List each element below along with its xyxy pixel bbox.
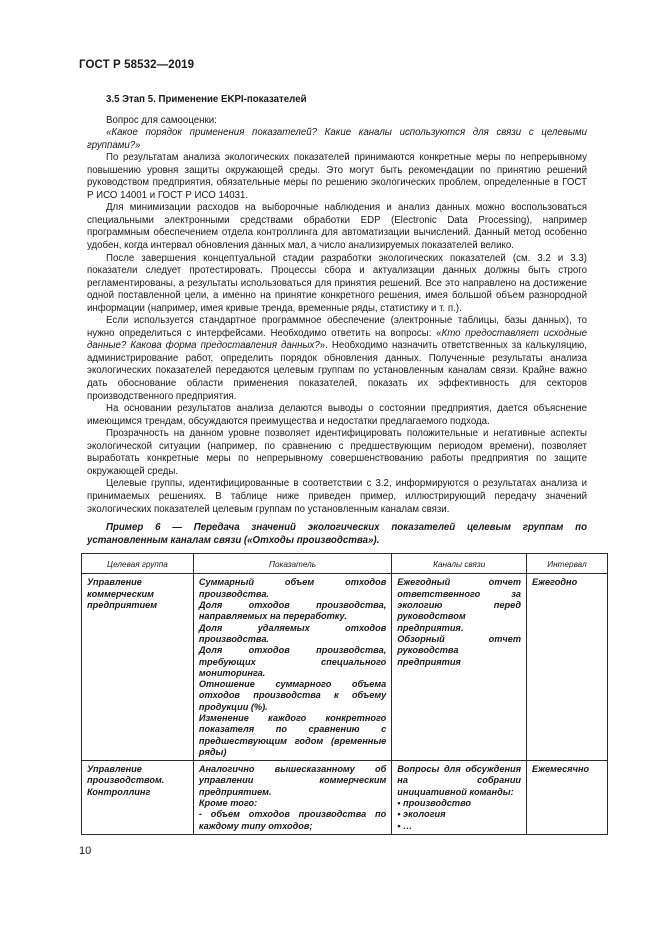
indicator-line: Изменение каждого конкретного показателя по сравнению с предшествующим годом (временные ряды) [198,713,387,757]
indicator-line: Аналогично вышесказанному об управлении коммерческим предприятием. [198,764,387,797]
channel-line: Обзорный отчет руководства предприятия [397,633,522,667]
cell-indicators [193,761,391,835]
column-header-indicator: Показатель [193,554,391,574]
cell-indicators [193,574,391,761]
self-check-question: «Какое порядок применения показателей? Какие каналы используются для связи с целевыми группами?» [87,127,587,151]
indicator-line: Суммарный объем отходов производства. [198,577,387,599]
channel-line: • экология [397,809,446,820]
paragraph: По результатам анализа экологических показателей принимаются конкретные меры по непрерывному повышению уровня защиты окружающей среды. Это могут быть рекомендации по принятию решений руководством предприятия, обязательные меры по решению экологических проблем, определенные в ГОСТ Р ИСО 14001 и ГОСТ Р ИСО 14031. [87,152,587,201]
indicator-line: Доля удаляемых отходов производства. [198,622,387,644]
column-header-target-group: Целевая группа [82,554,194,574]
column-header-interval: Интервал [527,554,608,574]
communication-table [81,553,608,835]
cell-channels [392,574,527,761]
cell-interval: Ежегодно [527,574,608,761]
channel-line: Ежегодный отчет ответственного за экологию перед руководством предприятия. [397,577,522,633]
example-caption: Пример 6 — Передача значений экологических показателей целевым группам по установленным каналам связи («Отходы производства»). [87,522,587,546]
indicator-line: Доля отходов производства, требующих специального мониторинга. [198,645,387,678]
column-header-channels: Каналы связи [392,554,527,574]
indicator-line: - объем отходов производства по каждому типу отходов; [198,809,387,831]
text-run: ». Необходимо назначить ответственных за калькуляцию, администрирование работ, определить порядок обновления данных. Полученные результаты анализа экологических показателей передаются целевым группам по установленным каналам связи. Крайне важно дать обоснование области применения показателей, показать их эффективность для секторов производственного предприятия. [87,340,587,402]
indicator-line: Доля отходов производства, направляемых на переработку. [198,600,387,622]
paragraph: После завершения концептуальной стадии разработки экологических показателей (см. 3.2 и 3.3) показатели следует протестировать. Процессы сбора и актуализации данных должны быть строго регламентированы, а результаты использоваться для принятия решений. Все это направлено на достижение одной поставленной цели, а именно на принятие конкретного решения, имея большой объем разнородной информации (например, имея кривые тренда, временные ряды, статистику и т. п.). [87,252,587,314]
cell-group: Управление производством. Контроллинг [82,761,194,835]
text-run: Если используется стандартное программное обеспечение (электронные таблицы, базы данных), то нужно определиться с интерфейсами. Необходимо ответить на вопросы: « [87,315,587,339]
channel-line: Вопросы для обсуждения на собрании инициативной команды: [397,764,522,797]
channel-line: • производство [397,798,472,809]
table-header-row [82,554,608,574]
italic-questions: Кто предоставляет исходные данные? Какова форма предоставления данных? [87,327,588,352]
indicator-line: Отношение суммарного объема отходов производства к объему продукции (%). [198,679,387,712]
cell-group: Управление коммерческим предприятием [82,574,194,761]
page-content [87,94,590,835]
paragraph: Прозрачность на данном уровне позволяет идентифицировать положительные и негативные аспекты экологической ситуации (например, по сравнению с предшествующим периодом времени), позволяет выработать конкретные меры по непрерывному совершенствованию работы предприятия по защите окружающей среды. [87,428,587,477]
table-row [82,761,608,835]
channel-line: • … [397,820,413,831]
page-number: 10 [79,845,92,857]
cell-interval: Ежемесячно [527,761,608,835]
table-row [82,574,608,761]
paragraph: Целевые группы, идентифицированные в соответствии с 3.2, информируются о результатах анализа и принимаемых решениях. В таблице ниже приведен пример, иллюстрирующий передачу значений экологических показателей целевым группам по установленным каналам связи. [87,478,587,515]
self-check-label: Вопрос для самооценки: [106,114,217,126]
document-header: ГОСТ Р 58532—2019 [79,59,195,71]
cell-channels [392,761,527,835]
paragraph-interfaces [87,315,587,403]
paragraph: Для минимизации расходов на выборочные наблюдения и анализ данных можно воспользоваться специальными электронными средствами обработки EDP (Electronic Data Processing), например программным обеспечением отдела контроллинга для автоматизации вычислений. Данный метод особенно удобен, когда интервал обновления данных мал, а число анализируемых показателей велико. [87,202,587,252]
paragraph: На основании результатов анализа делаются выводы о состоянии предприятия, дается объяснение имеющимся трендам, обсуждаются преимущества и недостатки предлагаемого подхода. [87,403,587,427]
section-title: 3.5 Этап 5. Применение EKPI-показателей [106,94,307,105]
indicator-line: Кроме того: [198,798,258,809]
